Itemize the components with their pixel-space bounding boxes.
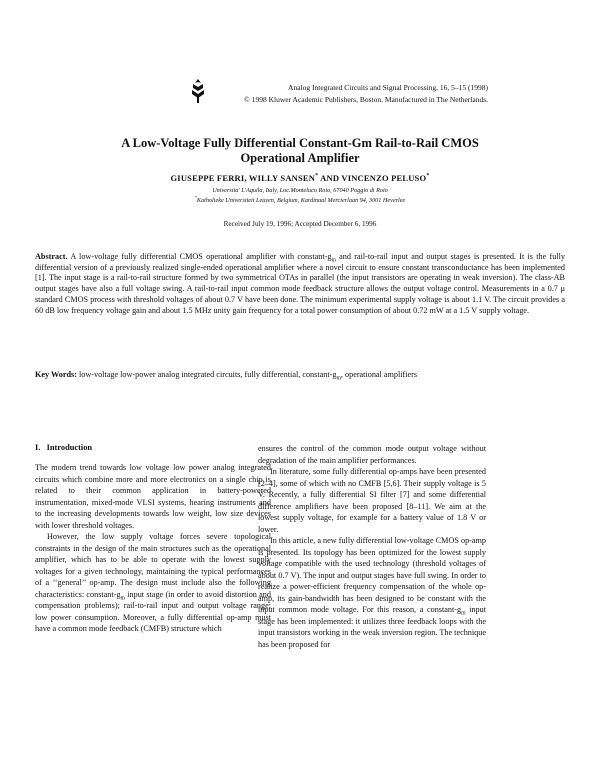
paper-title: [60, 136, 540, 166]
title-line-1: A Low-Voltage Fully Differential Constant-Gm Rail-to-Rail CMOS: [121, 136, 479, 150]
left-p2-text-a: However, the low supply voltage forces severe topological constraints in the design of the main structures such as the operational amplifier, which has to be able to operate with the lowest supply voltages for a given technology, maintaining the typical performances of a ‘‘general’’ op-amp. The design must include also the following characteristics: constant-g: [35, 532, 271, 599]
author-mark-2: *: [426, 173, 430, 180]
abstract: [35, 252, 565, 316]
right-paragraph-1: ensures the control of the common mode output voltage without degradation of the main amplifier performances.: [258, 444, 486, 465]
abstract-text-b: and rail-to-rail input and output stages is presented. It is the fully differential version of a previously realized single-ended operational amplifier where a novel circuit to ensure constant transconductance has been implemented [1]. The input stage is a rail-to-rail structure formed by two symmetrical OTAs in parallel (the input transistors are operating in weak inversion). The class-AB output stages have also a full voltage swing. A rail-to-rail input common mode feedback structure allows the output voltage control. Measurements in a 0.7 μ standard CMOS process with threshold voltages of about 0.7 V have been done. The minimum experimental supply voltage is about 1.1 V. The circuit provides a 60 dB low frequency voltage gain and about 1.5 MHz unity gain frequency for a total power consumption of about 0.72 mW at a 1.5 V supply voltage.: [35, 252, 565, 315]
keywords-label: Key Words:: [35, 370, 77, 379]
right-p3-text-b: input stage has been implemented: it utilizes three feedback loops with the input transistors working in the weak inversion region. The technique has been proposed for: [258, 605, 486, 649]
keywords-text-a: low-voltage low-power analog integrated circuits, fully differential, constant-g: [76, 370, 337, 379]
keywords: [35, 370, 565, 381]
affiliations: [60, 186, 540, 205]
author-list: [60, 173, 540, 183]
right-column: [258, 443, 486, 650]
publisher-logo: [190, 78, 206, 104]
affiliation-1: Universita' L'Aquila, Italy, Loc.Monteluco Roio, 67040 Poggio di Roio: [212, 187, 388, 194]
left-column: [35, 462, 271, 635]
left-paragraph-1: The modern trend towards low voltage low power analog integrated circuits which combine more and more electronics on a single chip is related to their common application in battery-powered instrumentation, mixed-mode VLSI systems, hearing instruments and to the increasing developments towards low weight, low size devices with lower threshold voltages.: [35, 463, 271, 530]
affiliation-2-wrap: [60, 196, 540, 206]
affiliation-2: Katholieke Universiteit Leuven, Belgium, Kardinaal Mercierlaan 94, 3001 Heverlee: [196, 196, 406, 204]
section-heading-introduction: I. Introduction: [35, 443, 93, 452]
abstract-sub-m: m: [331, 257, 336, 264]
affiliation-2-mark: *: [194, 194, 197, 200]
authors-part-1: GIUSEPPE FERRI, WILLY SANSEN: [170, 173, 316, 183]
received-dates: Received July 19, 1996; Accepted December 6, 1996: [223, 220, 377, 228]
keywords-text-b: , operational amplifiers: [340, 370, 418, 379]
left-p2-sub-m: m: [120, 595, 125, 602]
right-p3-text-a: In this article, a new fully differential low-voltage CMOS op-amp is presented. Its topology has been optimized for the lowest supply voltage compatible with the used technology (threshold voltages of about 0.7 V). The input and output stages have full swing. In order to realize a power-efficient frequency compensation of the whole op-amp, its gain-bandwidth has been designed to be constant with the input common mode voltage. For this reason, a constant-g: [258, 536, 486, 614]
authors-part-2: AND VINCENZO PELUSO: [318, 173, 427, 183]
title-line-2: Operational Amplifier: [240, 151, 360, 165]
left-p2-text-b: input stage (in order to avoid distortion and compensation problems); rail-to-rail input and output voltage range; low power consumption. Moreover, a fully differential op-amp must have a common mode feedback (CMFB) structure which: [35, 589, 271, 633]
right-paragraph-3: [258, 535, 486, 650]
keywords-sub-m: m: [336, 375, 341, 382]
abstract-label: Abstract.: [35, 252, 68, 261]
right-paragraph-2: In literature, some fully differential op-amps have been presented [2–4], some of which with no CMFB [5,6]. Their supply voltage is 5 V. Recently, a fully differential SI filter [7] and some differential difference amplifiers have been proposed [8–11]. We aim at the lowest supply voltage, for example for a battery value of 1.8 V or lower.: [258, 467, 486, 534]
copyright-line: © 1998 Kluwer Academic Publishers, Boston. Manufactured in The Netherlands.: [244, 95, 488, 104]
journal-header: [212, 82, 488, 106]
journal-citation: Analog Integrated Circuits and Signal Processing, 16, 5–15 (1998): [288, 83, 488, 92]
author-mark-1: *: [315, 173, 319, 180]
abstract-text-a: A low-voltage fully differential CMOS operational amplifier with constant-g: [67, 252, 332, 261]
left-paragraph-2: [35, 531, 271, 635]
right-p3-sub-m: m: [461, 610, 466, 617]
